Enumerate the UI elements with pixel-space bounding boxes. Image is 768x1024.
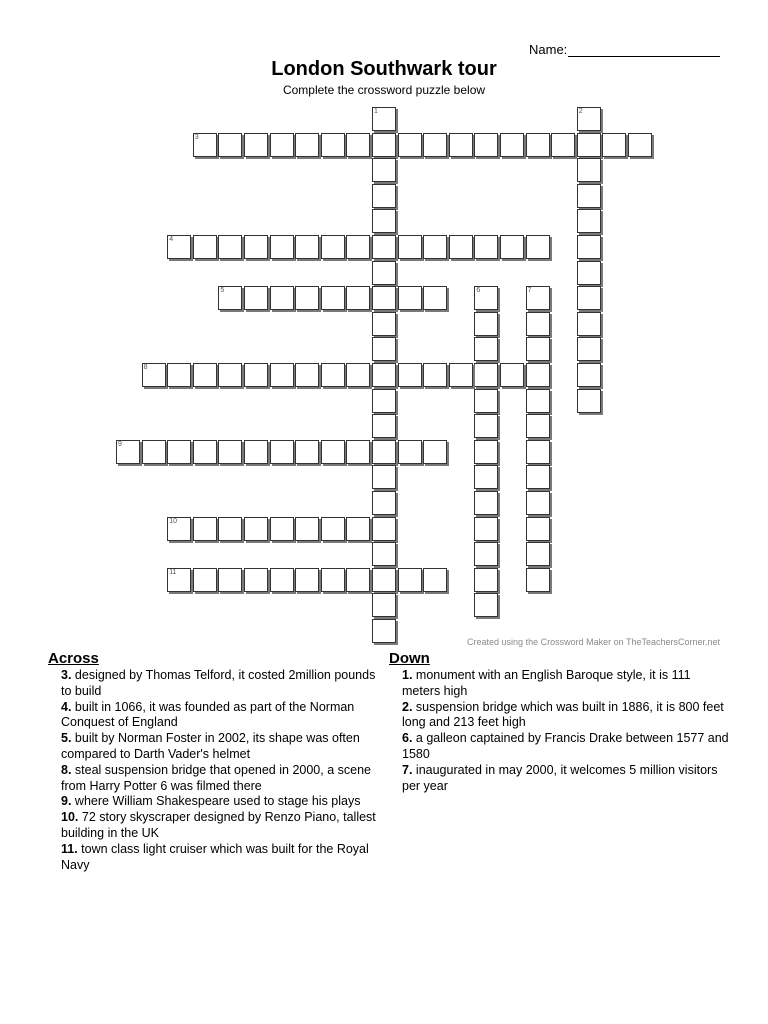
crossword-cell[interactable] — [526, 389, 550, 413]
crossword-cell[interactable] — [167, 517, 191, 541]
crossword-cell[interactable] — [526, 312, 550, 336]
down-clues — [389, 650, 729, 794]
crossword-cell[interactable] — [398, 133, 422, 157]
crossword-cell[interactable] — [218, 363, 242, 387]
crossword-cell[interactable] — [474, 235, 498, 259]
cell-number: 10 — [169, 517, 177, 525]
crossword-cell[interactable] — [346, 440, 370, 464]
cell-number: 3 — [194, 133, 199, 141]
crossword-cell[interactable] — [577, 312, 601, 336]
crossword-cell[interactable] — [193, 235, 217, 259]
crossword-cell[interactable] — [526, 286, 550, 310]
crossword-cell[interactable] — [474, 465, 498, 489]
clue-text: steal suspension bridge that opened in 2000, a scene from Harry Potter 6 was filmed there — [61, 762, 371, 793]
crossword-cell[interactable] — [295, 568, 319, 592]
crossword-cell[interactable] — [321, 568, 345, 592]
clue-text: inaugurated in may 2000, it welcomes 5 million visitors per year — [402, 762, 718, 793]
crossword-cell[interactable] — [270, 133, 294, 157]
crossword-cell[interactable] — [372, 542, 396, 566]
crossword-cell[interactable] — [423, 363, 447, 387]
crossword-cell[interactable] — [372, 184, 396, 208]
crossword-cell[interactable] — [628, 133, 652, 157]
crossword-cell[interactable] — [577, 261, 601, 285]
crossword-cell[interactable] — [398, 235, 422, 259]
crossword-cell[interactable] — [423, 286, 447, 310]
credit-text: Created using the Crossword Maker on TheTeachersCorner.net — [467, 637, 720, 647]
crossword-cell[interactable] — [577, 286, 601, 310]
crossword-cell[interactable] — [372, 465, 396, 489]
crossword-cell[interactable] — [526, 414, 550, 438]
crossword-cell[interactable] — [193, 363, 217, 387]
crossword-cell[interactable] — [474, 414, 498, 438]
crossword-cell[interactable] — [193, 440, 217, 464]
clue-number: 10. — [61, 810, 79, 825]
crossword-cell[interactable] — [346, 517, 370, 541]
clue-number: 9. — [61, 794, 72, 809]
crossword-cell[interactable] — [474, 491, 498, 515]
cell-number: 8 — [143, 364, 148, 371]
cell-number: 1 — [374, 108, 378, 115]
crossword-cell[interactable] — [577, 107, 601, 131]
crossword-cell[interactable] — [474, 542, 498, 566]
across-clue — [61, 794, 388, 810]
crossword-cell[interactable] — [244, 286, 268, 310]
clue-number: 4. — [61, 699, 72, 714]
crossword-cell[interactable] — [193, 568, 217, 592]
crossword-cell[interactable] — [321, 286, 345, 310]
crossword-cell[interactable] — [474, 389, 498, 413]
across-clue — [61, 810, 388, 842]
crossword-cell[interactable] — [270, 286, 294, 310]
crossword-cell[interactable] — [372, 312, 396, 336]
crossword-cell[interactable] — [346, 363, 370, 387]
crossword-cell[interactable] — [372, 209, 396, 233]
crossword-cell[interactable] — [423, 133, 447, 157]
crossword-cell[interactable] — [474, 337, 498, 361]
cell-number: 5 — [220, 287, 225, 295]
crossword-cell[interactable] — [372, 414, 396, 438]
across-clue — [61, 700, 388, 732]
crossword-cell[interactable] — [346, 568, 370, 592]
page-subtitle: Complete the crossword puzzle below — [282, 83, 486, 97]
crossword-cell[interactable] — [295, 133, 319, 157]
crossword-cell[interactable] — [244, 568, 268, 592]
clue-number: 5. — [61, 731, 72, 746]
crossword-cell[interactable] — [577, 209, 601, 233]
crossword-cell[interactable] — [551, 133, 575, 157]
clue-text: 72 story skyscraper designed by Renzo Piano, tallest building in the UK — [61, 810, 376, 840]
cell-number: 7 — [527, 287, 532, 295]
clue-text: a galleon captained by Francis Drake between 1577 and 1580 — [402, 731, 729, 761]
crossword-cell[interactable] — [577, 184, 601, 208]
crossword-cell[interactable] — [372, 568, 396, 592]
crossword-cell[interactable] — [474, 568, 498, 592]
crossword-cell[interactable] — [526, 133, 550, 157]
page-title: London Southwark tour — [271, 58, 497, 80]
down-clue — [402, 763, 729, 795]
across-clue — [61, 842, 388, 874]
crossword-cell[interactable] — [218, 133, 242, 157]
crossword-cell[interactable] — [526, 440, 550, 464]
crossword-cell[interactable] — [218, 286, 242, 310]
clue-number: 11. — [61, 841, 78, 856]
across-clue — [61, 763, 388, 795]
crossword-cell[interactable] — [372, 235, 396, 259]
across-heading: Across — [48, 650, 99, 667]
clue-text: monument with an English Baroque style, it is 111 meters high — [402, 668, 691, 698]
crossword-cell[interactable] — [295, 517, 319, 541]
crossword-cell[interactable] — [167, 363, 191, 387]
crossword-cell[interactable] — [577, 389, 601, 413]
clue-text: built by Norman Foster in 2002, its shape was often compared to Darth Vader's helmet — [61, 731, 360, 761]
crossword-cell[interactable] — [244, 363, 268, 387]
crossword-cell[interactable] — [398, 440, 422, 464]
crossword-cell[interactable] — [372, 517, 396, 541]
crossword-cell[interactable] — [577, 337, 601, 361]
crossword-cell[interactable] — [218, 568, 242, 592]
clue-text: where William Shakespeare used to stage his plays — [74, 794, 361, 809]
crossword-cell[interactable] — [500, 235, 524, 259]
crossword-cell[interactable] — [449, 133, 473, 157]
crossword-cell[interactable] — [372, 286, 396, 310]
cell-number: 4 — [169, 236, 174, 243]
crossword-cell[interactable] — [474, 593, 498, 617]
crossword-cell[interactable] — [526, 337, 550, 361]
crossword-cell[interactable] — [500, 363, 524, 387]
crossword-cell[interactable] — [526, 465, 550, 489]
crossword-cell[interactable] — [167, 568, 191, 592]
clue-text: suspension bridge which was built in 1886, it is 800 feet long and 213 feet high — [402, 699, 724, 730]
crossword-cell[interactable] — [295, 286, 319, 310]
crossword-cell[interactable] — [500, 133, 524, 157]
crossword-cell[interactable] — [218, 517, 242, 541]
crossword-cell[interactable] — [372, 261, 396, 285]
crossword-cell[interactable] — [116, 440, 140, 464]
crossword-cell[interactable] — [372, 593, 396, 617]
crossword-cell[interactable] — [167, 235, 191, 259]
down-heading: Down — [389, 650, 430, 667]
crossword-cell[interactable] — [295, 363, 319, 387]
cell-number: 11 — [169, 568, 177, 576]
crossword-cell[interactable] — [526, 235, 550, 259]
down-clue — [402, 700, 729, 732]
crossword-cell[interactable] — [474, 363, 498, 387]
across-clue — [61, 668, 388, 700]
clue-number: 7. — [402, 762, 413, 777]
crossword-cell[interactable] — [193, 133, 217, 157]
crossword-cell[interactable] — [474, 440, 498, 464]
name-label: Name: — [529, 42, 568, 57]
crossword-cell[interactable] — [474, 517, 498, 541]
crossword-cell[interactable] — [577, 363, 601, 387]
clue-number: 3. — [61, 668, 72, 682]
crossword-cell[interactable] — [321, 363, 345, 387]
crossword-cell[interactable] — [577, 133, 601, 157]
crossword-cell[interactable] — [295, 440, 319, 464]
crossword-cell[interactable] — [423, 568, 447, 592]
crossword-cell[interactable] — [526, 363, 550, 387]
clue-number: 6. — [402, 731, 413, 746]
crossword-cell[interactable] — [372, 107, 396, 131]
crossword-cell[interactable] — [270, 568, 294, 592]
crossword-cell[interactable] — [423, 440, 447, 464]
crossword-cell[interactable] — [474, 312, 498, 336]
clue-number: 1. — [402, 668, 413, 682]
crossword-cell[interactable] — [577, 158, 601, 182]
crossword-cell[interactable] — [398, 363, 422, 387]
clue-number: 2. — [402, 699, 413, 714]
crossword-cell[interactable] — [372, 440, 396, 464]
crossword-cell[interactable] — [244, 133, 268, 157]
crossword-cell[interactable] — [398, 568, 422, 592]
crossword-cell[interactable] — [321, 235, 345, 259]
crossword-cell[interactable] — [474, 133, 498, 157]
crossword-cell[interactable] — [270, 235, 294, 259]
down-clue — [402, 731, 729, 763]
crossword-cell[interactable] — [270, 363, 294, 387]
crossword-cell[interactable] — [526, 491, 550, 515]
crossword-cell[interactable] — [244, 440, 268, 464]
crossword-cell[interactable] — [372, 363, 396, 387]
crossword-cell[interactable] — [167, 440, 191, 464]
crossword-cell[interactable] — [372, 337, 396, 361]
crossword-cell[interactable] — [526, 542, 550, 566]
crossword-cell[interactable] — [321, 133, 345, 157]
crossword-cell[interactable] — [346, 286, 370, 310]
crossword-cell[interactable] — [346, 133, 370, 157]
crossword-cell[interactable] — [142, 440, 166, 464]
crossword-cell[interactable] — [398, 286, 422, 310]
clue-text: town class light cruiser which was built for the Royal Navy — [61, 841, 369, 872]
cell-number: 2 — [578, 108, 583, 115]
crossword-cell[interactable] — [526, 517, 550, 541]
crossword-cell[interactable] — [270, 517, 294, 541]
crossword-cell[interactable] — [526, 568, 550, 592]
across-clues — [48, 650, 388, 873]
cell-number: 9 — [118, 440, 122, 448]
crossword-cell[interactable] — [218, 235, 242, 259]
crossword-cell[interactable] — [602, 133, 626, 157]
crossword-cell[interactable] — [218, 440, 242, 464]
crossword-cell[interactable] — [270, 440, 294, 464]
clue-text: designed by Thomas Telford, it costed 2million pounds to build — [61, 668, 376, 698]
crossword-cell[interactable] — [372, 491, 396, 515]
crossword-cell[interactable] — [372, 158, 396, 182]
clue-number: 8. — [61, 762, 72, 777]
crossword-cell[interactable] — [372, 619, 396, 643]
crossword-cell[interactable] — [193, 517, 217, 541]
crossword-cell[interactable] — [449, 235, 473, 259]
crossword-cell[interactable] — [372, 133, 396, 157]
crossword-cell[interactable] — [577, 235, 601, 259]
crossword-cell[interactable] — [449, 363, 473, 387]
crossword-cell[interactable] — [474, 286, 498, 310]
crossword-cell[interactable] — [423, 235, 447, 259]
crossword-cell[interactable] — [295, 235, 319, 259]
crossword-cell[interactable] — [321, 440, 345, 464]
crossword-cell[interactable] — [372, 389, 396, 413]
crossword-cell[interactable] — [321, 517, 345, 541]
clue-text: built in 1066, it was founded as part of the Norman Conquest of England — [61, 699, 355, 730]
crossword-cell[interactable] — [244, 517, 268, 541]
crossword-cell[interactable] — [244, 235, 268, 259]
crossword-cell[interactable] — [142, 363, 166, 387]
across-clue — [61, 731, 388, 763]
down-clue — [402, 668, 729, 700]
crossword-cell[interactable] — [346, 235, 370, 259]
cell-number: 6 — [476, 287, 481, 295]
